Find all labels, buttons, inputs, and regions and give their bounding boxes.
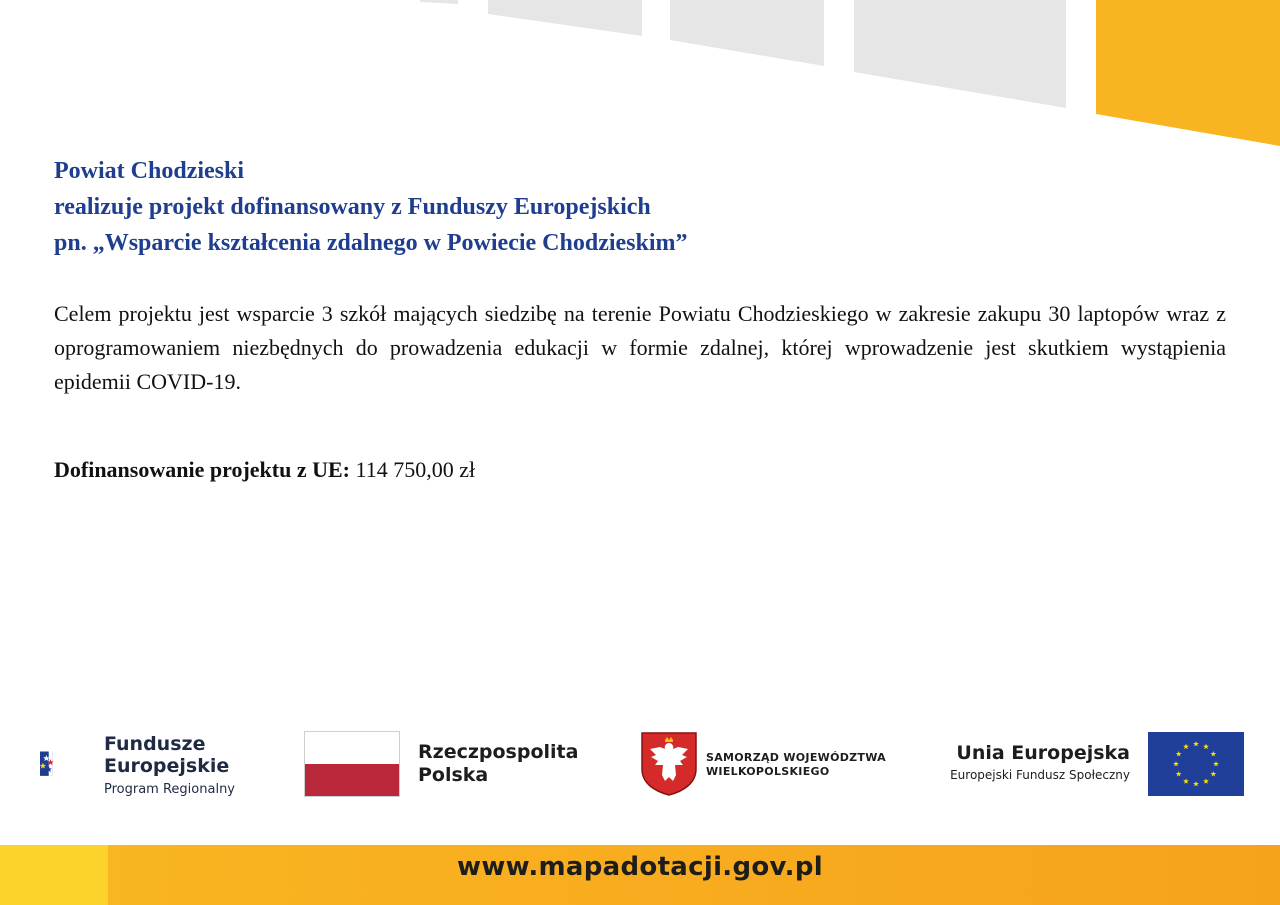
ue-line1: Unia Europejska bbox=[956, 742, 1130, 764]
footer-url: www.mapadotacji.gov.pl bbox=[457, 852, 823, 882]
pl-line2: Polska bbox=[418, 764, 489, 786]
funding-label: Dofinansowanie projektu z UE: bbox=[54, 457, 351, 482]
logo-bar bbox=[0, 715, 1280, 815]
project-header bbox=[54, 153, 1154, 261]
footer-bar bbox=[0, 845, 1280, 905]
polish-flag-red bbox=[305, 764, 399, 796]
funding-info bbox=[54, 453, 475, 487]
decor-gray-bar-2 bbox=[488, 0, 642, 36]
header-organization: Powiat Chodzieski bbox=[54, 158, 245, 184]
fe-line1: Fundusze bbox=[104, 733, 206, 755]
decor-gray-bar-4 bbox=[854, 0, 1066, 108]
polish-flag bbox=[304, 731, 400, 797]
top-decoration bbox=[0, 0, 1280, 150]
fe-line2: Europejskie bbox=[104, 755, 230, 777]
fundusze-europejskie-logo bbox=[40, 719, 104, 809]
wlkp-line2: WIELKOPOLSKIEGO bbox=[706, 765, 830, 778]
wielkopolska-crest-icon bbox=[640, 731, 698, 797]
ue-line2: Europejski Fundusz Społeczny bbox=[950, 768, 1130, 782]
polish-flag-white bbox=[305, 732, 399, 764]
pl-line1: Rzeczpospolita bbox=[418, 741, 579, 763]
eu-flag-icon bbox=[1148, 732, 1244, 796]
wlkp-logo-text bbox=[706, 751, 886, 779]
decor-gray-bar-1 bbox=[420, 0, 458, 4]
decor-yellow-bar bbox=[1096, 0, 1280, 146]
fe-line3: Program Regionalny bbox=[104, 782, 235, 797]
ue-logo-text bbox=[926, 741, 1130, 785]
decor-gray-bar-3 bbox=[670, 0, 824, 66]
funding-amount: 114 750,00 zł bbox=[355, 457, 476, 482]
header-description: realizuje projekt dofinansowany z Funduszy Europejskich bbox=[54, 194, 651, 220]
fe-logo-text bbox=[104, 733, 235, 801]
project-description: Celem projektu jest wsparcie 3 szkół mających siedzibę na terenie Powiatu Chodzieskiego w zakresie zakupu 30 laptopów wraz z oprogramowaniem niezbędnych do prowadzenia edukacji w formie zdalnej, której wprowadzenie jest skutkiem wystąpienia epidemii COVID-19. bbox=[54, 301, 1226, 394]
header-project-name: pn. „Wsparcie kształcenia zdalnego w Powiecie Chodzieskim” bbox=[54, 230, 688, 256]
wlkp-line1: SAMORZĄD WOJEWÓDZTWA bbox=[706, 751, 886, 764]
pl-logo-text bbox=[418, 741, 578, 787]
